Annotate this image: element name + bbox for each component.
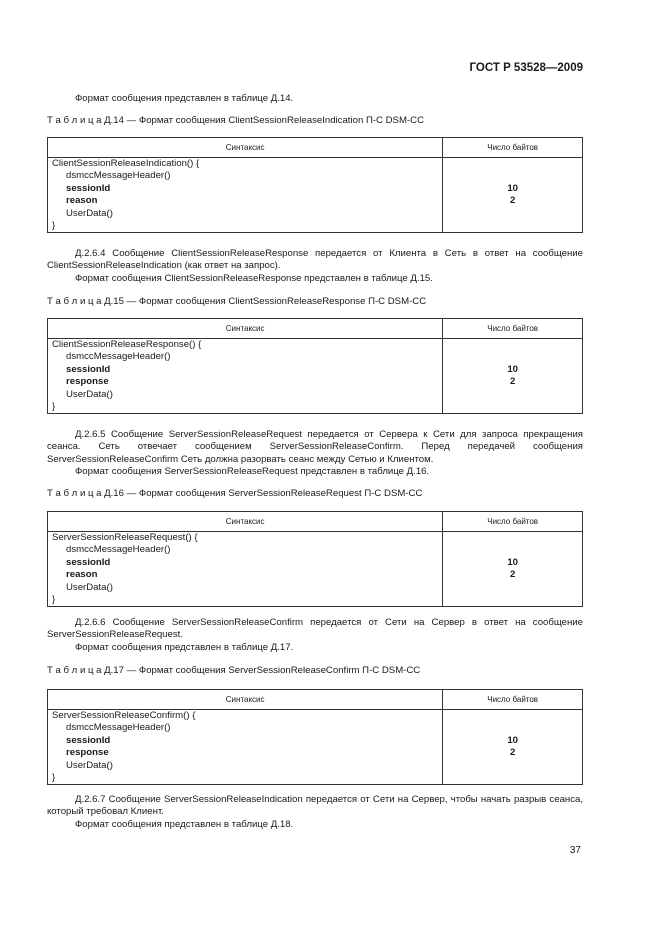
syntax-line: response xyxy=(66,747,109,759)
syntax-line: reason xyxy=(66,569,98,581)
bytes-value xyxy=(443,158,582,170)
bytes-value: 2 xyxy=(509,376,516,388)
table-caption-d16: Т а б л и ц а Д.16 — Формат сообщения ServerSessionReleaseRequest П-С DSM-CC xyxy=(47,488,423,499)
standard-number: ГОСТ Р 53528—2009 xyxy=(469,62,583,74)
syntax-cell xyxy=(48,158,443,233)
table-d16 xyxy=(47,511,583,607)
paragraph-d267: Д.2.6.7 Сообщение ServerSessionReleaseIndication передается от Сети на Сервер, чтобы начать разрыв сеанса, который требовал Клиент. xyxy=(47,794,583,818)
bytes-value: 2 xyxy=(509,747,516,759)
syntax-line: } xyxy=(52,219,56,231)
bytes-value xyxy=(443,389,582,401)
bytes-value xyxy=(443,339,582,351)
bytes-value xyxy=(443,170,582,182)
column-header-syntax: Синтаксис xyxy=(48,319,443,339)
syntax-line: reason xyxy=(66,195,98,207)
table-d17 xyxy=(47,689,583,785)
bytes-value: 10 xyxy=(507,556,518,568)
syntax-line: ClientSessionReleaseIndication() { xyxy=(52,158,200,169)
table-caption-d15: Т а б л и ц а Д.15 — Формат сообщения ClientSessionReleaseResponse П-С DSM-CC xyxy=(47,296,427,307)
page-number: 37 xyxy=(569,845,581,856)
syntax-line: ServerSessionReleaseConfirm() { xyxy=(52,710,196,721)
table-d14 xyxy=(47,137,583,233)
column-header-syntax: Синтаксис xyxy=(48,138,443,158)
column-header-syntax: Синтаксис xyxy=(48,512,443,532)
syntax-line: ServerSessionReleaseRequest() { xyxy=(52,532,198,543)
bytes-value xyxy=(443,401,582,413)
bytes-value: 2 xyxy=(509,569,516,581)
column-header-bytes: Число байтов xyxy=(443,512,583,532)
paragraph-d266-format: Формат сообщения представлен в таблице Д.17. xyxy=(75,642,294,653)
bytes-value xyxy=(443,760,582,772)
column-header-bytes: Число байтов xyxy=(443,319,583,339)
paragraph-d265-format: Формат сообщения ServerSessionReleaseRequest представлен в таблице Д.16. xyxy=(75,466,430,477)
bytes-value xyxy=(443,532,582,544)
table-d15 xyxy=(47,318,583,414)
bytes-cell xyxy=(443,339,583,414)
bytes-cell xyxy=(443,710,583,785)
paragraph-d264: Д.2.6.4 Сообщение ClientSessionReleaseResponse передается от Клиента в Сеть в ответ на сообщение ClientSessionReleaseIndication (как ответ на запрос). xyxy=(47,248,583,272)
syntax-line: sessionId xyxy=(66,556,111,568)
bytes-value: 2 xyxy=(509,195,516,207)
syntax-cell xyxy=(48,710,443,785)
bytes-cell xyxy=(443,532,583,607)
bytes-value xyxy=(443,710,582,722)
syntax-line: UserData() xyxy=(66,207,113,219)
bytes-value xyxy=(443,722,582,734)
paragraph-d265: Д.2.6.5 Сообщение ServerSessionReleaseRequest передается от Сервера к Сети для запроса прекращения сеанса. Сеть отвечает сообщением ServerSessionReleaseConfirm. Перед передачей сообщения ServerSessionReleaseConfirm Сеть должна разорвать сеанс между Сетью и Клиентом. xyxy=(47,429,583,465)
paragraph-d266: Д.2.6.6 Сообщение ServerSessionReleaseConfirm передается от Сети на Сервер в ответ на сообщение ServerSessionReleaseRequest. xyxy=(47,617,583,641)
bytes-value xyxy=(443,351,582,363)
syntax-line: response xyxy=(66,376,109,388)
syntax-line: dsmccMessageHeader() xyxy=(66,544,171,556)
syntax-line: } xyxy=(52,593,56,605)
bytes-value: 10 xyxy=(507,182,518,194)
bytes-cell xyxy=(443,158,583,233)
table-caption-d17: Т а б л и ц а Д.17 — Формат сообщения ServerSessionReleaseConfirm П-С DSM-CC xyxy=(47,665,421,676)
bytes-value xyxy=(443,772,582,784)
bytes-value: 10 xyxy=(507,363,518,375)
syntax-line: dsmccMessageHeader() xyxy=(66,722,171,734)
bytes-value xyxy=(443,594,582,606)
syntax-line: } xyxy=(52,771,56,783)
syntax-line: UserData() xyxy=(66,759,113,771)
bytes-value xyxy=(443,220,582,232)
column-header-syntax: Синтаксис xyxy=(48,690,443,710)
column-header-bytes: Число байтов xyxy=(443,138,583,158)
paragraph-d267-format: Формат сообщения представлен в таблице Д.18. xyxy=(75,819,294,830)
bytes-value xyxy=(443,544,582,556)
bytes-value xyxy=(443,208,582,220)
syntax-line: sessionId xyxy=(66,182,111,194)
bytes-value xyxy=(443,582,582,594)
syntax-line: ClientSessionReleaseResponse() { xyxy=(52,339,202,350)
syntax-line: } xyxy=(52,400,56,412)
column-header-bytes: Число байтов xyxy=(443,690,583,710)
bytes-value: 10 xyxy=(507,734,518,746)
paragraph-intro: Формат сообщения представлен в таблице Д.14. xyxy=(75,93,294,104)
syntax-cell xyxy=(48,339,443,414)
syntax-line: UserData() xyxy=(66,388,113,400)
syntax-line: sessionId xyxy=(66,734,111,746)
syntax-cell xyxy=(48,532,443,607)
syntax-line: dsmccMessageHeader() xyxy=(66,351,171,363)
syntax-line: sessionId xyxy=(66,363,111,375)
syntax-line: UserData() xyxy=(66,581,113,593)
paragraph-d264-format: Формат сообщения ClientSessionReleaseResponse представлен в таблице Д.15. xyxy=(75,273,433,284)
syntax-line: dsmccMessageHeader() xyxy=(66,170,171,182)
table-caption-d14: Т а б л и ц а Д.14 — Формат сообщения ClientSessionReleaseIndication П-С DSM-CC xyxy=(47,115,424,126)
